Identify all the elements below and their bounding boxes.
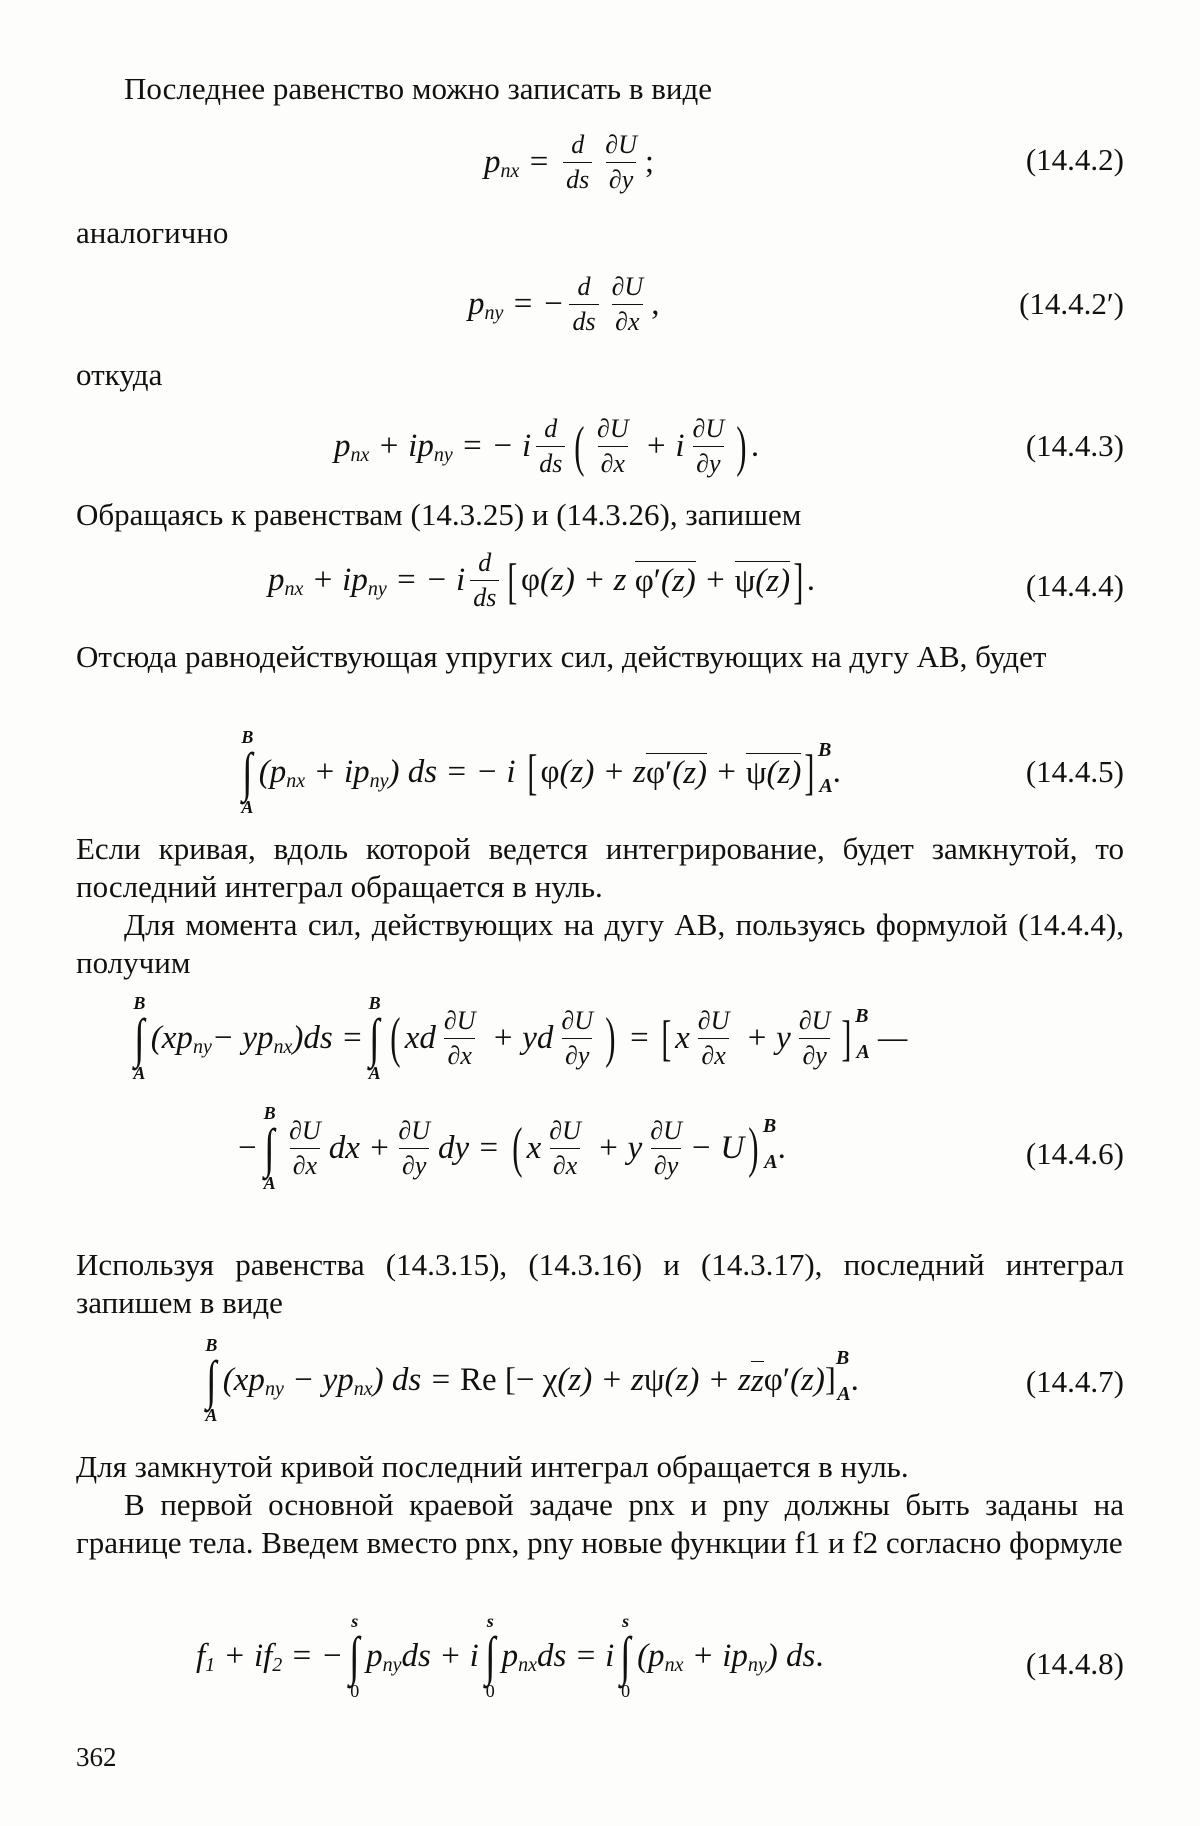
equation-number: (14.4.6) [1025, 1136, 1124, 1171]
equation-number: (14.4.7) [1025, 1364, 1124, 1399]
equation-14-4-5: B ∫ A (p nx + ip ny ) ds = − i [ φ (z) + z φ′(z) + ψ(z) ] B A . (14.4.5) [241, 727, 1124, 817]
equation-14-4-3: p nx + ip ny = − i $\frac{d}{ds}$ ( $\frac{\partial U}{\partial x}$ + i $\frac{\partial U}{\partial y}$ ) . (14.4.3) [334, 414, 1124, 478]
paragraph-8: Используя равенства (14.3.15), (14.3.16) и (14.3.17), последний интеграл запишем в виде [76, 1247, 1124, 1320]
equation-14-4-7: B ∫ A (xp ny − yp nx ) ds = Re [− χ (z) + z ψ (z) + z z φ′ (z) ] B A . (14.4.7) [205, 1335, 1124, 1425]
paragraph-4: Обращаясь к равенствам (14.3.25) и (14.3.26), запишем [76, 497, 802, 532]
equation-number: (14.4.2′) [1019, 286, 1124, 321]
equation-14-4-2-prime: p ny = − $\frac{d}{ds}$ $\frac{\partial U}{\partial x}$ , (14.4.2′) [468, 272, 1124, 336]
equation-14-4-6-line-2: − B ∫ A $\frac{\partial U}{\partial x}$ dx + $\frac{\partial U}{\partial y}$ dy = ( x $\frac{\partial U}{\partial x}$ + y $\frac{\partial U}{\partial y}$ − U ) B A . (14.4.6) [236, 1103, 1124, 1193]
equation-number: (14.4.3) [1025, 428, 1124, 463]
paragraph-6: Если кривая, вдоль которой ведется интегрирование, будет замкнутой, то последний интеграл обращается в нуль. [76, 831, 1124, 904]
equation-number: (14.4.8) [1025, 1646, 1124, 1681]
paragraph-3: откуда [76, 357, 163, 392]
paragraph-5: Отсюда равнодействующая упругих сил, действующих на дугу AB, будет [76, 639, 1047, 674]
equation-14-4-4: p nx + ip ny = − i $\frac{d}{ds}$ [ φ (z) + z φ′(z) + ψ(z) ] . (14.4.4) [268, 548, 1124, 612]
paragraph-2: аналогично [76, 215, 229, 250]
equation-14-4-2: p nx = $\frac{d}{ds}$ $\frac{\partial U}{\partial y}$ ; (14.4.2) [484, 130, 1124, 194]
equation-number: (14.4.2) [1025, 142, 1124, 177]
equation-14-4-6-line-1: B ∫ A (xp ny − yp nx )ds = B ∫ A ( xd $\frac{\partial U}{\partial x}$ + yd $\frac{\partial U}{\partial y}$ ) = [ x $\frac{\partial U}{\partial x}$ + y $\frac{\partial U}{\partial y}$ ] B A — [133, 993, 908, 1083]
equation-number: (14.4.4) [1025, 568, 1124, 603]
equation-14-4-8: f 1 + if 2 = − s ∫ 0 p ny ds + i s ∫ 0 p nx ds = i s ∫ 0 (p nx + ip ny ) ds . (14.4.8) [196, 1611, 1124, 1701]
paragraph-9: Для замкнутой кривой последний интеграл обращается в нуль. [76, 1449, 909, 1484]
paragraph-1: Последнее равенство можно записать в виде [124, 71, 712, 106]
paragraph-7: Для момента сил, действующих на дугу AB, пользуясь формулой (14.4.4), получим [76, 907, 1124, 980]
equation-number: (14.4.5) [1025, 754, 1124, 789]
paragraph-10: В первой основной краевой задаче pnx и pny должны быть заданы на границе тела. Введем вместо pnx, pny новые функции f1 и f2 согласно формуле [76, 1487, 1124, 1560]
page-number: 362 [76, 1742, 117, 1772]
